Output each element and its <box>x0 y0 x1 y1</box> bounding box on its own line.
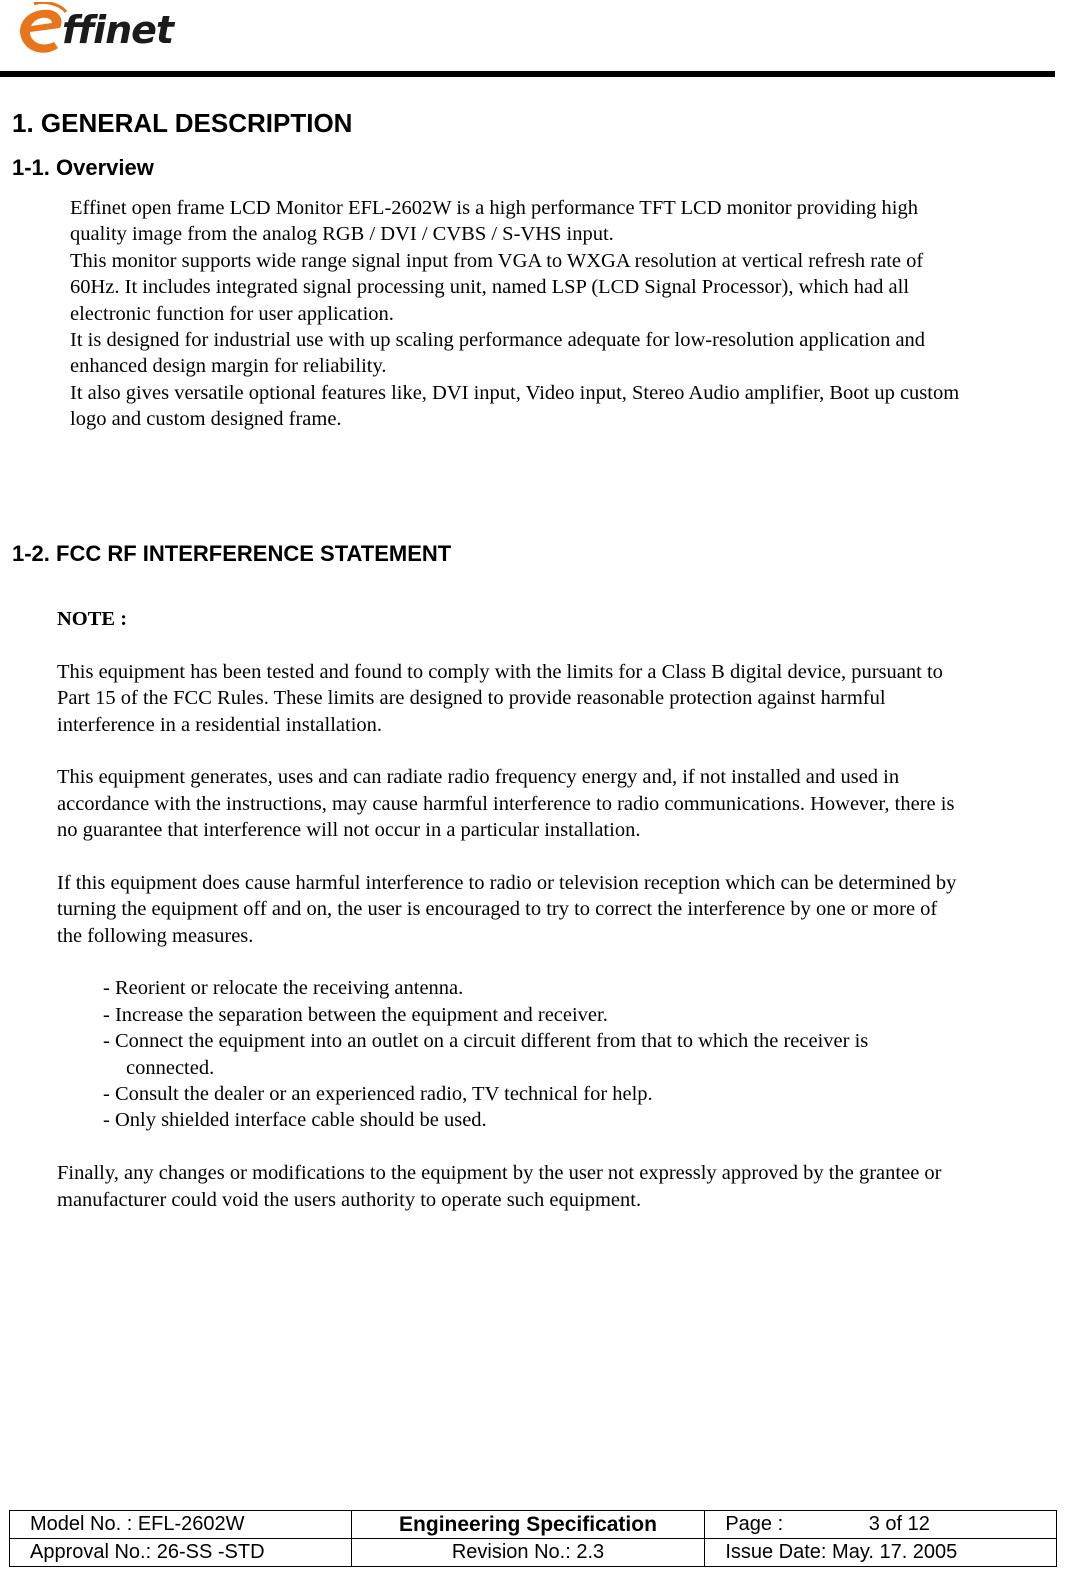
page-heading: 1. GENERAL DESCRIPTION <box>12 108 353 138</box>
footer-spec-title: Engineering Specification <box>351 1511 705 1539</box>
fcc-para3-line: If this equipment does cause harmful interference to radio or television reception which can be determined by <box>57 871 957 894</box>
fcc-para1-line: This equipment has been tested and found to comply with the limits for a Class B digital device, pursuant to <box>57 660 943 683</box>
overview-line: enhanced design margin for reliability. <box>70 355 387 378</box>
fcc-para3-line: turning the equipment off and on, the user is encouraged to try to correct the interference by one or more of <box>57 898 938 921</box>
footer-model-no: Model No. : EFL-2602W <box>10 1511 352 1539</box>
fcc-body <box>57 606 1069 1213</box>
footer-page-value: 3 of 12 <box>868 1513 930 1535</box>
fcc-measure-item: - Reorient or relocate the receiving antenna. <box>103 977 464 1000</box>
fcc-para4-line: Finally, any changes or modifications to the equipment by the user not expressly approved by the grantee or <box>57 1162 942 1185</box>
fcc-measure-item: - Only shielded interface cable should be used. <box>103 1109 487 1132</box>
header-rule <box>0 71 1055 77</box>
overview-body <box>70 195 1069 433</box>
fcc-para2-line: This equipment generates, uses and can radiate radio frequency energy and, if not installed and used in <box>57 766 900 789</box>
footer-revision-no: Revision No.: 2.3 <box>351 1539 705 1567</box>
effinet-logo <box>14 2 204 60</box>
fcc-measure-item: - Consult the dealer or an experienced radio, TV technical for help. <box>103 1083 653 1106</box>
footer-page-label: Page : <box>725 1513 784 1535</box>
fcc-measure-item: - Connect the equipment into an outlet on a circuit different from that to which the receiver is <box>103 1030 869 1053</box>
overview-line: It is designed for industrial use with up scaling performance adequate for low-resolution application and <box>70 328 926 351</box>
footer-approval-no: Approval No.: 26-SS -STD <box>10 1539 352 1567</box>
fcc-para2-line: no guarantee that interference will not occur in a particular installation. <box>57 819 641 842</box>
fcc-para3-line: the following measures. <box>57 924 254 947</box>
fcc-note-label: NOTE : <box>57 608 128 630</box>
overview-line: 60Hz. It includes integrated signal processing unit, named LSP (LCD Signal Processor), which had all <box>70 276 910 299</box>
overview-line: quality image from the analog RGB / DVI / CVBS / S-VHS input. <box>70 223 614 246</box>
fcc-para1-line: Part 15 of the FCC Rules. These limits are designed to provide reasonable protection against harmful <box>57 687 886 710</box>
footer-issue-date: Issue Date: May. 17. 2005 <box>705 1539 1057 1567</box>
fcc-measure-item-continued: connected. <box>126 1056 215 1079</box>
overview-line: electronic function for user application. <box>70 302 394 325</box>
logo-wordmark: ffinet <box>62 8 174 52</box>
fcc-para4-line: manufacturer could void the users authority to operate such equipment. <box>57 1188 642 1211</box>
overview-line: Effinet open frame LCD Monitor EFL-2602W is a high performance TFT LCD monitor providing high <box>70 197 918 219</box>
fcc-para2-line: accordance with the instructions, may cause harmful interference to radio communications. However, there is <box>57 792 955 815</box>
fcc-para1-line: interference in a residential installation. <box>57 713 383 736</box>
overview-line: logo and custom designed frame. <box>70 408 342 431</box>
footer-table <box>9 1510 1057 1567</box>
footer-page <box>705 1511 1057 1539</box>
overview-line: This monitor supports wide range signal input from VGA to WXGA resolution at vertical refresh rate of <box>70 249 924 272</box>
fcc-measure-item: - Increase the separation between the equipment and receiver. <box>103 1003 608 1026</box>
overview-line: It also gives versatile optional features like, DVI input, Video input, Stereo Audio amplifier, Boot up custom <box>70 381 960 404</box>
overview-heading: 1-1. Overview <box>12 155 154 180</box>
fcc-heading: 1-2. FCC RF INTERFERENCE STATEMENT <box>12 541 452 566</box>
